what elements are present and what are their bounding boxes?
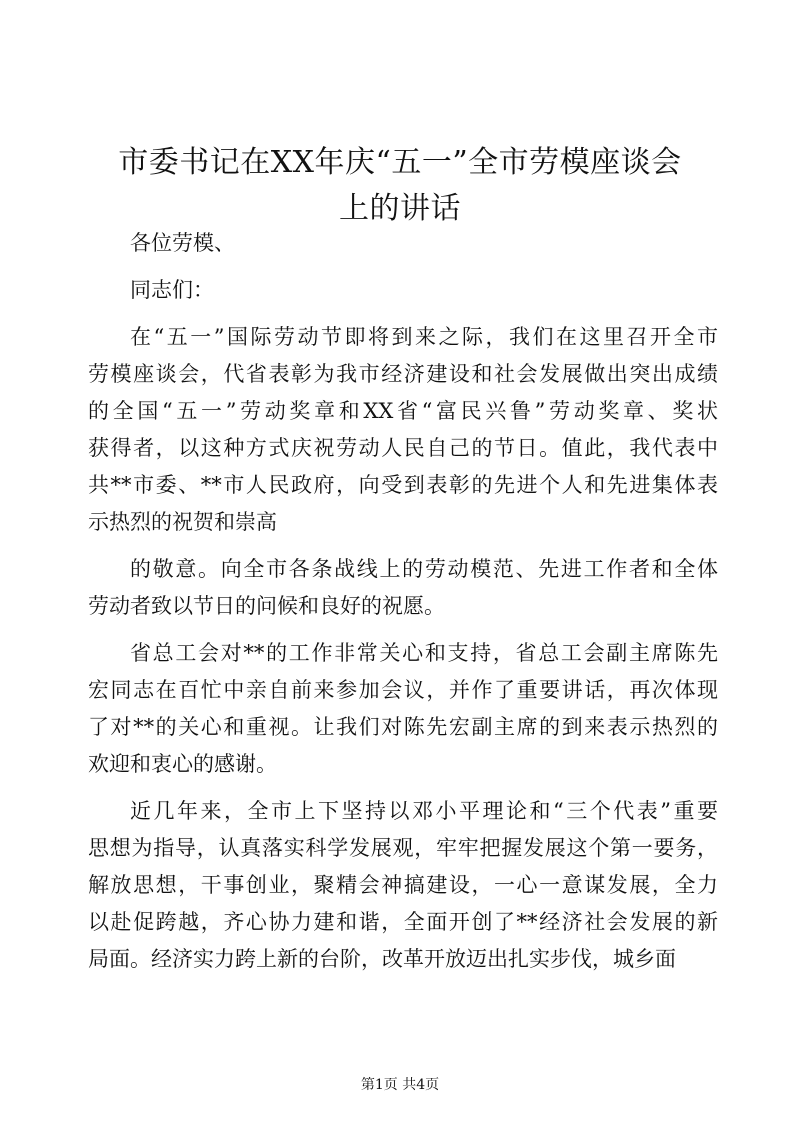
document-body — [88, 225, 718, 978]
paragraph-line: 了对**的关心和重视。让我们对陈先宏副主席的到来表示热烈的 — [88, 715, 718, 739]
paragraph-line: 各位劳模、 — [130, 231, 235, 255]
paragraph-line: 劳动者致以节日的问候和良好的祝愿。 — [88, 594, 445, 618]
title-line: 市委书记在XX年庆“五一”全市劳模座谈会 — [118, 145, 682, 180]
paragraph-line: 宏同志在百忙中亲自前来参加会议，并作了重要讲话，再次体现 — [88, 678, 718, 702]
paragraph-line: 近几年来，全市上下坚持以邓小平理论和“三个代表”重要 — [130, 799, 718, 823]
paragraph-line: 共**市委、**市人民政府，向受到表彰的先进个人和先进集体表 — [88, 473, 718, 497]
paragraph-line: 欢迎和衷心的感谢。 — [88, 752, 277, 776]
paragraph-line: 的全国“五一”劳动奖章和XX省“富民兴鲁”劳动奖章、奖状 — [88, 399, 718, 423]
body-paragraph — [88, 272, 718, 309]
paragraph-line: 思想为指导，认真落实科学发展观，牢牢把握发展这个第一要务， — [88, 836, 718, 860]
paragraph-line: 解放思想，干事创业，聚精会神搞建设，一心一意谋发展，全力 — [88, 873, 718, 897]
document-title — [90, 140, 710, 232]
paragraph-line: 以赴促跨越，齐心协力建和谐，全面开创了**经济社会发展的新 — [88, 910, 718, 934]
body-paragraph — [88, 225, 718, 262]
paragraph-line: 的敬意。向全市各条战线上的劳动模范、先进工作者和全体 — [130, 557, 718, 581]
paragraph-line: 省总工会对**的工作非常关心和支持，省总工会副主席陈先 — [130, 641, 718, 665]
body-paragraph — [88, 319, 718, 541]
paragraph-line: 局面。经济实力跨上新的台阶，改革开放迈出扎实步伐，城乡面 — [88, 947, 676, 971]
body-paragraph — [88, 551, 718, 625]
title-line: 上的讲话 — [339, 191, 461, 226]
paragraph-line: 同志们： — [130, 278, 214, 302]
paragraph-line: 示热烈的祝贺和崇高 — [88, 510, 277, 534]
page-footer: 第1页 共4页 — [360, 1077, 440, 1093]
paragraph-line: 劳模座谈会，代省表彰为我市经济建设和社会发展做出突出成绩 — [88, 362, 718, 386]
paragraph-line: 在“五一”国际劳动节即将到来之际，我们在这里召开全市 — [130, 325, 718, 349]
body-paragraph — [88, 635, 718, 783]
paragraph-line: 获得者，以这种方式庆祝劳动人民自己的节日。值此，我代表中 — [88, 436, 718, 460]
body-paragraph — [88, 793, 718, 978]
